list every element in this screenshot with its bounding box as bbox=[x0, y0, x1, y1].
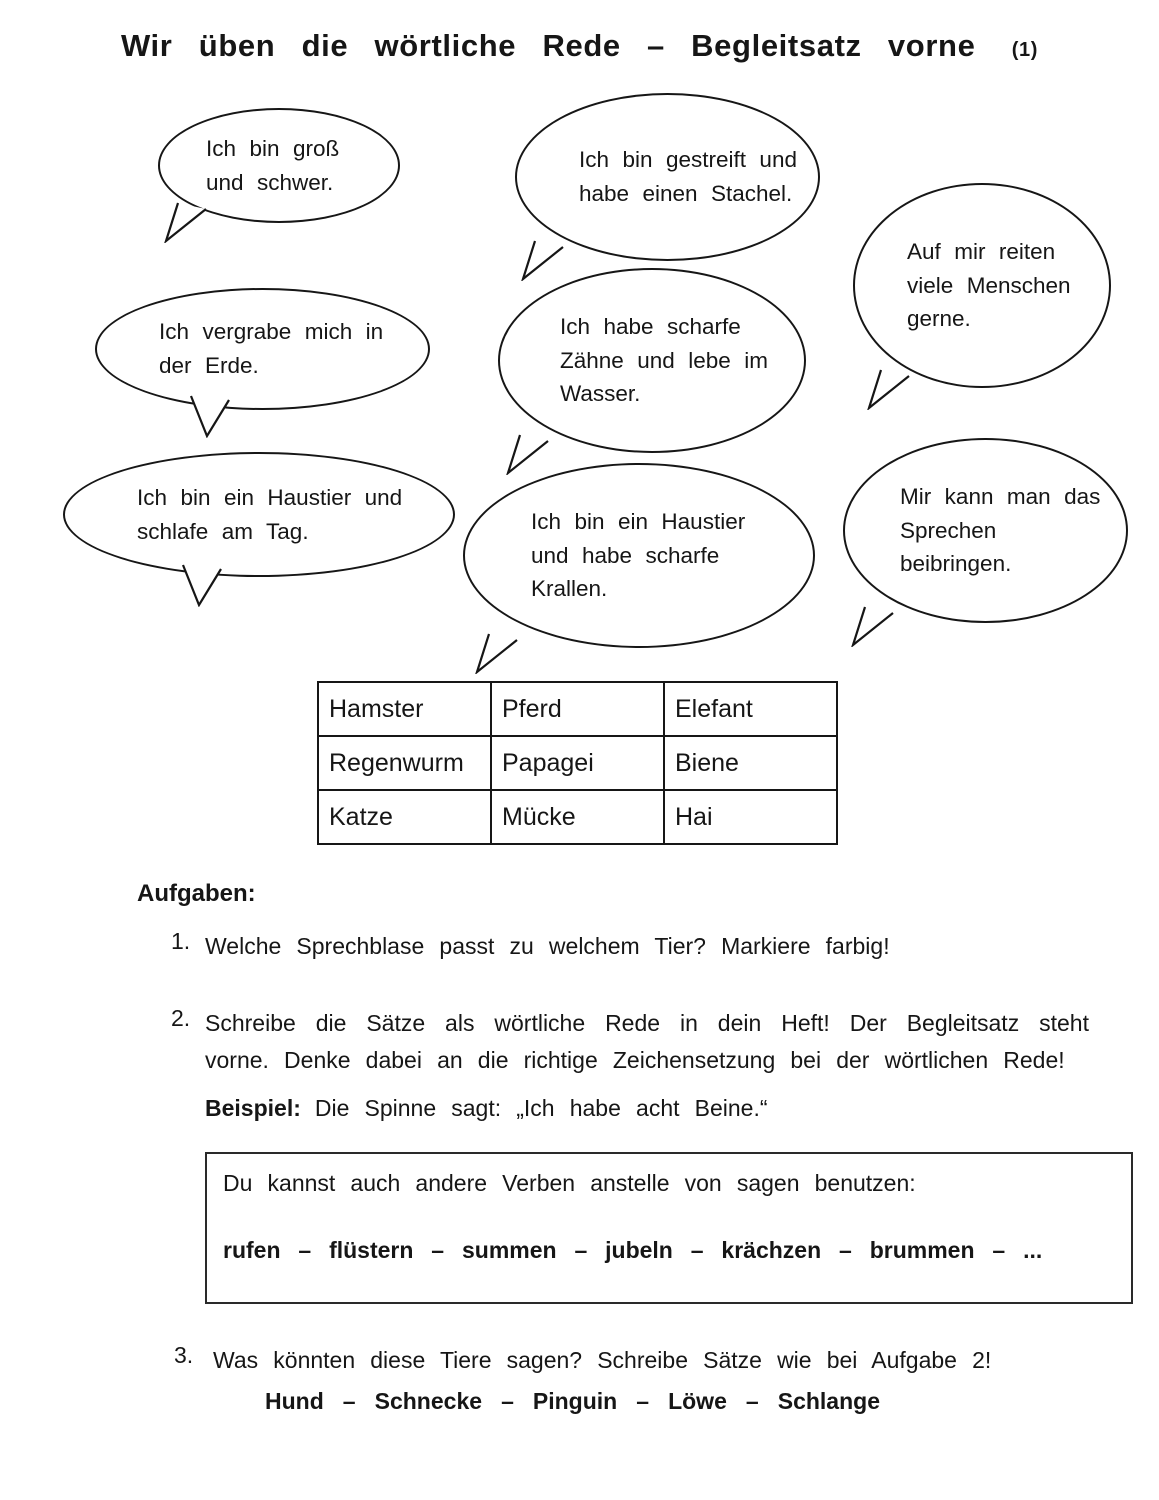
hint-intro: Du kannst auch andere Verben anstelle von sagen benutzen: bbox=[223, 1170, 916, 1196]
page-title bbox=[0, 28, 1159, 64]
table-row bbox=[318, 736, 837, 790]
speech-bubble-text: Auf mir reiten viele Menschen gerne. bbox=[907, 238, 1071, 332]
table-cell: Papagei bbox=[491, 736, 664, 790]
speech-bubble-text: Ich bin groß und schwer. bbox=[206, 135, 340, 195]
speech-bubble-text: Mir kann man das Sprechen beibringen. bbox=[900, 483, 1101, 577]
speech-bubble-text: Ich vergrabe mich in der Erde. bbox=[159, 319, 384, 378]
table-cell: Hamster bbox=[318, 682, 491, 736]
table-row bbox=[318, 682, 837, 736]
speech-bubble-4 bbox=[95, 288, 430, 410]
speech-bubble-text: Ich bin ein Haustier und habe scharfe Krallen. bbox=[531, 508, 746, 602]
task-3-number: 3. bbox=[174, 1342, 194, 1368]
page-title-number: (1) bbox=[1011, 39, 1039, 61]
page-title-text: Wir üben die wörtliche Rede – Begleitsatz vorne bbox=[120, 28, 976, 63]
bubble-tail-icon bbox=[851, 605, 897, 647]
bubble-tail-icon bbox=[164, 201, 210, 243]
bubble-tail-icon bbox=[177, 563, 225, 607]
table-cell: Elefant bbox=[664, 682, 837, 736]
speech-bubble-text: Ich bin ein Haustier und schlafe am Tag. bbox=[137, 484, 403, 544]
bubble-tail-icon bbox=[185, 394, 233, 438]
example-label: Beispiel: bbox=[205, 1095, 301, 1121]
speech-bubble-7 bbox=[463, 463, 815, 648]
task-3-animal-list: Hund – Schnecke – Pinguin – Löwe – Schlange bbox=[265, 1388, 880, 1414]
speech-bubble-6 bbox=[63, 452, 455, 577]
speech-bubble-text: Ich habe scharfe Zähne und lebe im Wasser. bbox=[560, 313, 768, 407]
table-cell: Katze bbox=[318, 790, 491, 844]
speech-bubble-5 bbox=[498, 268, 806, 453]
bubble-tail-icon bbox=[475, 632, 521, 674]
verbs-hint-box bbox=[205, 1152, 1133, 1304]
speech-bubble-text: Ich bin gestreift und habe einen Stachel. bbox=[579, 147, 797, 206]
task-3-text: Was könnten diese Tiere sagen? Schreibe Sätze wie bei Aufgabe 2! bbox=[213, 1347, 992, 1373]
speech-bubble-1 bbox=[158, 108, 400, 223]
animal-table bbox=[317, 681, 838, 845]
bubble-tail-icon bbox=[506, 433, 552, 475]
task-2-text: Schreibe die Sätze als wörtliche Rede in dein Heft! Der Begleitsatz steht vorne. Denke dabei an die richtige Zeichensetzung bei der wörtlichen Rede! bbox=[205, 1010, 1089, 1074]
tasks-heading: Aufgaben: bbox=[137, 880, 256, 907]
table-cell: Hai bbox=[664, 790, 837, 844]
table-row bbox=[318, 790, 837, 844]
table-cell: Pferd bbox=[491, 682, 664, 736]
bubble-tail-icon bbox=[867, 368, 913, 410]
hint-verb-list: rufen – flüstern – summen – jubeln – krächzen – brummen – ... bbox=[223, 1237, 1043, 1263]
speech-bubble-8 bbox=[843, 438, 1128, 623]
bubble-tail-icon bbox=[521, 239, 567, 281]
table-cell: Regenwurm bbox=[318, 736, 491, 790]
table-cell: Biene bbox=[664, 736, 837, 790]
example-text: Die Spinne sagt: „Ich habe acht Beine.“ bbox=[314, 1095, 768, 1121]
speech-bubble-3 bbox=[853, 183, 1111, 388]
example-line bbox=[205, 1095, 768, 1122]
task-2-number: 2. bbox=[171, 1005, 191, 1031]
table-cell: Mücke bbox=[491, 790, 664, 844]
speech-bubble-2 bbox=[515, 93, 820, 261]
task-1-number: 1. bbox=[171, 928, 191, 954]
task-1-text: Welche Sprechblase passt zu welchem Tier? Markiere farbig! bbox=[205, 933, 890, 959]
